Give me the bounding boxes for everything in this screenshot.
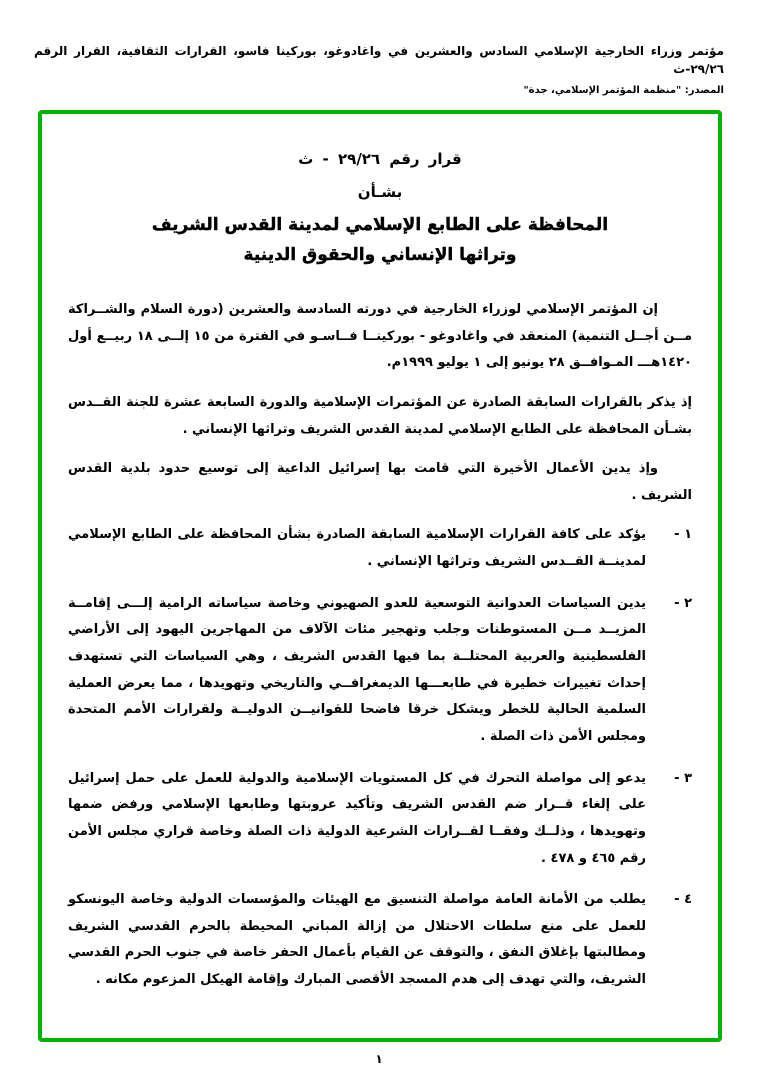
header-source-line: المصدر: "منظمة المؤتمر الإسلامي، جدة"	[523, 85, 724, 96]
resolution-subject-line1: المحافظة على الطابع الإسلامي لمدينة القدس الشريف	[151, 215, 609, 235]
document-header	[34, 42, 724, 96]
resolution-number: قرار رقم ٢٩/٢٦ - ث	[298, 150, 462, 168]
item-4-number: ٤ -	[674, 892, 692, 908]
item-3-text: يدعو إلى مواصلة التحرك في كل المستويات الإسلامية والدولية للعمل على حمل إسرائيل على إلغاء قــرار ضم القدس الشريف وتأكيد عروبتها وطابعها الإسلامي ورفض ضمها وتهويدها ، وذلــك وفقــا لقــرارات الشرعية الدولية ذات الصلة وخاصة قراري مجلس الأمن رقم ٤٦٥ و ٤٧٨ .	[68, 770, 646, 866]
resolution-subject-line2: وتراثها الإنساني والحقوق الدينية	[243, 245, 517, 265]
resolution-item-2	[68, 591, 692, 751]
item-3-number: ٣ -	[674, 770, 692, 786]
item-4-text: يطلب من الأمانة العامة مواصلة التنسيق مع الهيئات والمؤسسات الدولية وخاصة اليونسكو للعمل على منع سلطات الاحتلال من إزالة المباني المحيطة بالحرم القدسي الشريف ومطالبتها بإغلاق النفق ، والتوقف عن القيام بأعمال الحفر خاصة في جنوب الحرم القدسي الشريف، والتي تهدف إلى هدم المسجد الأقصى المبارك وإقامة الهيكل المزعوم مكانه .	[68, 892, 646, 988]
item-1-text: يؤكد على كافة القرارات الإسلامية السابقة الصادرة بشأن المحافظة على الطابع الإسلامي لمدينــة القــدس الشريف وتراثها الإنساني .	[68, 527, 646, 570]
item-2-text: يدين السياسات العدوانية التوسعية للعدو الصهيوني وخاصة سياساته الرامية إلـــى إقامــة المزيــد مــن المستوطنات وجلب وتهجير مئات الآلاف من المهاجرين اليهود إلى الأراضي الفلسطينية والعربية المحتلــة بما فيها القدس الشريف ، وهي السياسات التي تستهدف إحداث تغييرات خطيرة في طابعـــها الديمغرافــي والتاريخي وتهويدها ، مما يعرض العملية السلمية الحالية للخطر ويشكل خرقا فاضحا للقوانيــن الدوليــة ولقرارات الأمم المتحدة ومجلس الأمن ذات الصلة .	[68, 595, 646, 744]
page-number: ١	[375, 1052, 383, 1066]
preamble-paragraph-1: إن المؤتمر الإسلامي لوزراء الخارجية في دورته السادسة والعشرين (دورة السلام والشــراكة مــن أجــل التنمية) المنعقد في واغادوغو - بوركينــا فــاسـو في الفترة من ١٥ إلــى ١٨ ربيــع أول ١٤٢٠هـــ المـوافــق ٢٨ يونيو إلى ١ يوليو ١٩٩٩م.	[68, 302, 692, 371]
item-2-number: ٢ -	[674, 595, 692, 611]
page-footer	[0, 1052, 758, 1066]
preamble-paragraph-3: وإذ يدين الأعمال الأخيرة التي قامت بها إسرائيل الداعية إلى توسيع حدود بلدية القدس الشريف .	[68, 461, 692, 503]
resolution-items-list	[68, 522, 692, 993]
resolution-body	[68, 297, 692, 994]
header-reference-line: مؤتمر وزراء الخارجية الإسلامي السادس والعشرين في واغادوغو، بوركينا فاسو، القرارات الثقافية، القرار الرقم ٢٩/٢٦-ث	[34, 44, 724, 76]
resolution-regarding: بشـأن	[357, 183, 403, 201]
preamble-paragraph-2: إذ يذكر بالقرارات السابقة الصادرة عن المؤتمرات الإسلامية والدورة السابعة عشرة للجنة القــدس بشـأن المحافظة على الطابع الإسلامي لمدينة القدس الشريف وتراثها الإنساني .	[68, 394, 692, 437]
resolution-item-4	[68, 887, 692, 994]
resolution-title-block	[68, 150, 692, 265]
resolution-item-3	[68, 766, 692, 873]
resolution-item-1	[68, 522, 692, 575]
item-1-number: ١ -	[674, 527, 692, 543]
green-border-frame	[38, 110, 722, 1042]
